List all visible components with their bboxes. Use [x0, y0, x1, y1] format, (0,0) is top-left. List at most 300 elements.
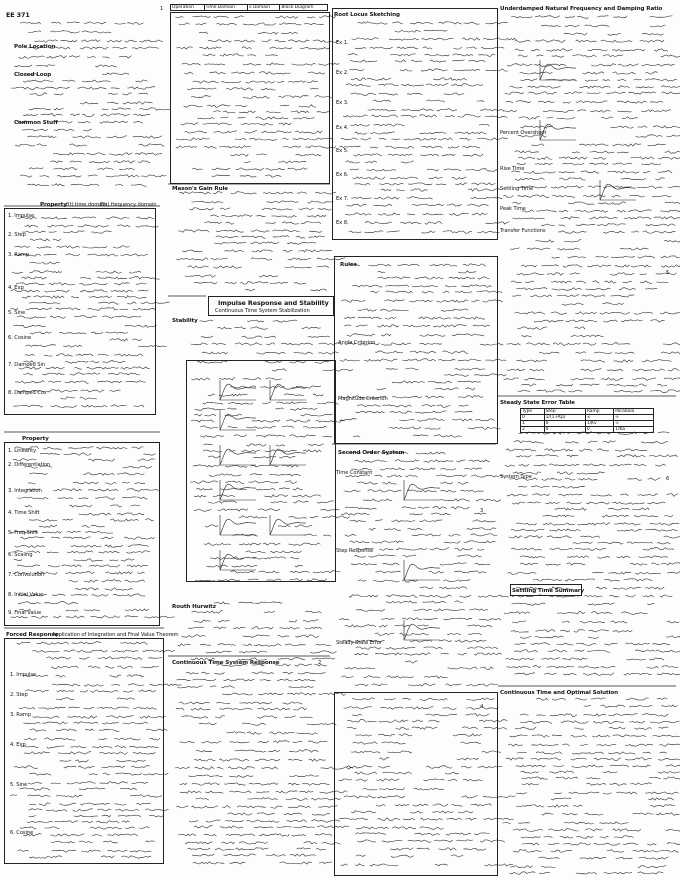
- handwriting-scribble: [185, 275, 216, 277]
- handwriting-scribble: [176, 679, 190, 681]
- handwriting-scribble: [580, 857, 607, 859]
- handwriting-scribble: [541, 224, 554, 226]
- handwriting-scribble: [354, 653, 368, 655]
- laplace-row-7: 7. Damped Sin: [8, 362, 45, 368]
- handwriting-scribble: [247, 798, 277, 800]
- handwriting-scribble: [536, 752, 562, 754]
- handwriting-scribble: [610, 273, 634, 276]
- error-cell: 1/(1+Kp): [544, 415, 585, 421]
- handwriting-scribble: [645, 224, 675, 226]
- handwriting-scribble: [599, 822, 628, 824]
- handwriting-scribble: [658, 759, 680, 761]
- error-cell: 0: [521, 415, 545, 421]
- handwriting-scribble: [517, 752, 527, 753]
- laplace-row-6: 6. Cosine: [8, 335, 32, 341]
- handwriting-scribble: [666, 765, 680, 768]
- handwriting-scribble: [584, 706, 591, 707]
- handwriting-scribble: [580, 536, 600, 538]
- handwriting-scribble: [562, 163, 584, 165]
- handwriting-scribble: [609, 464, 631, 466]
- handwriting-scribble: [652, 643, 670, 644]
- handwriting-scribble: [640, 274, 647, 275]
- handwriting-scribble: [273, 230, 300, 232]
- sketch-axes: [600, 180, 636, 200]
- handwriting-scribble: [416, 452, 445, 454]
- handwriting-scribble: [572, 152, 580, 153]
- handwriting-scribble: [573, 805, 582, 807]
- handwriting-scribble: [603, 320, 617, 322]
- handwriting-scribble: [368, 490, 402, 492]
- handwriting-scribble: [218, 644, 236, 646]
- handwriting-scribble: [603, 771, 618, 773]
- forced-header-app: Application of Integration and Final Value Theorem: [52, 632, 179, 638]
- handwriting-scribble: [70, 161, 82, 162]
- handwriting-scribble: [563, 843, 591, 845]
- handwriting-scribble: [457, 654, 466, 656]
- handwriting-scribble: [574, 327, 585, 330]
- handwriting-scribble: [440, 499, 470, 501]
- handwriting-scribble: [273, 741, 290, 743]
- handwriting-scribble: [119, 168, 134, 170]
- handwriting-scribble: [51, 184, 64, 186]
- block-col-time: Time Domain: [204, 5, 248, 11]
- handwriting-scribble: [576, 101, 608, 103]
- handwriting-scribble: [301, 327, 320, 329]
- handwriting-scribble: [339, 618, 349, 620]
- handwriting-scribble: [60, 40, 77, 42]
- handwriting-scribble: [578, 523, 611, 526]
- handwriting-scribble: [600, 705, 625, 707]
- handwriting-scribble: [279, 627, 299, 629]
- handwriting-scribble: [597, 542, 623, 544]
- handwriting-scribble: [604, 643, 617, 645]
- handwriting-scribble: [612, 195, 621, 197]
- handwriting-scribble: [575, 698, 587, 700]
- handwriting-scribble: [53, 168, 77, 170]
- handwriting-scribble: [345, 625, 376, 628]
- handwriting-scribble: [663, 343, 680, 346]
- handwriting-scribble: [647, 666, 659, 668]
- handwriting-scribble: [54, 108, 64, 110]
- handwriting-scribble: [185, 842, 213, 844]
- handwriting-scribble: [478, 595, 508, 597]
- handwriting-scribble: [308, 336, 330, 337]
- handwriting-scribble: [566, 320, 598, 322]
- handwriting-scribble: [341, 513, 369, 516]
- col3-time-constant: Time Constant: [336, 470, 373, 476]
- handwriting-scribble: [543, 523, 575, 526]
- handwriting-scribble: [531, 486, 549, 488]
- handwriting-scribble: [404, 653, 431, 655]
- handwriting-scribble: [309, 759, 326, 762]
- rules-box: [334, 256, 498, 444]
- handwriting-scribble: [602, 343, 631, 345]
- handwriting-scribble: [282, 702, 302, 704]
- handwriting-scribble: [386, 601, 417, 603]
- handwriting-scribble: [11, 87, 40, 89]
- handwriting-scribble: [520, 72, 553, 74]
- error-cell: 0: [544, 427, 585, 433]
- col2-heading-stability: Stability: [172, 318, 198, 324]
- handwriting-scribble: [613, 144, 642, 146]
- handwriting-scribble: [464, 541, 496, 543]
- handwriting-scribble: [139, 93, 148, 94]
- handwriting-scribble: [298, 250, 332, 253]
- handwriting-scribble: [635, 728, 652, 730]
- handwriting-scribble: [535, 16, 560, 18]
- col3-steady-state: Steady State Error: [336, 640, 382, 646]
- handwriting-scribble: [551, 312, 567, 314]
- laplace-row-5: 5. Sine: [8, 310, 26, 316]
- handwriting-scribble: [178, 834, 196, 836]
- handwriting-scribble: [19, 56, 45, 58]
- handwriting-scribble: [654, 217, 680, 219]
- handwriting-scribble: [511, 548, 542, 550]
- handwriting-scribble: [652, 196, 671, 197]
- handwriting-scribble: [288, 258, 311, 260]
- sketch-axes: [404, 620, 440, 640]
- handwriting-scribble: [547, 536, 572, 538]
- handwriting-scribble: [191, 708, 211, 710]
- handwriting-scribble: [660, 312, 680, 314]
- handwriting-scribble: [387, 475, 402, 477]
- handwriting-scribble: [503, 110, 517, 112]
- handwriting-scribble: [536, 715, 545, 716]
- handwriting-scribble: [213, 266, 242, 269]
- handwriting-scribble: [384, 528, 401, 530]
- handwriting-scribble: [608, 508, 630, 510]
- stability-title-box: [208, 296, 334, 316]
- handwriting-scribble: [29, 108, 51, 110]
- col4-rise-time: Rise Time: [500, 166, 525, 172]
- handwriting-scribble: [618, 64, 639, 66]
- stability-title: Impulse Response and Stability: [218, 299, 329, 307]
- handwriting-scribble: [350, 541, 370, 543]
- handwriting-scribble: [638, 256, 655, 258]
- handwriting-scribble: [630, 783, 651, 785]
- handwriting-scribble: [600, 836, 609, 838]
- handwriting-scribble: [560, 630, 570, 632]
- handwriting-scribble: [597, 16, 609, 17]
- handwriting-scribble: [221, 686, 234, 689]
- handwriting-scribble: [141, 175, 166, 177]
- handwriting-scribble: [661, 256, 680, 258]
- handwriting-scribble: [542, 479, 563, 481]
- handwriting-scribble: [277, 827, 292, 828]
- handwriting-scribble: [20, 175, 32, 177]
- handwriting-scribble: [552, 735, 562, 736]
- handwriting-scribble: [439, 587, 467, 589]
- handwriting-scribble: [288, 783, 300, 785]
- handwriting-scribble: [443, 580, 470, 582]
- handwriting-scribble: [656, 650, 680, 652]
- handwriting-scribble: [534, 465, 547, 466]
- handwriting-scribble: [588, 603, 615, 605]
- handwriting-scribble: [574, 650, 584, 652]
- col3-magnitude-criterion: Magnitude Criterion: [338, 396, 388, 402]
- handwriting-scribble: [576, 873, 597, 875]
- handwriting-scribble: [283, 250, 293, 252]
- handwriting-scribble: [600, 666, 615, 668]
- col4-heading-error-table: Steady State Error Table: [500, 400, 575, 406]
- handwriting-scribble: [511, 630, 529, 632]
- handwriting-scribble: [534, 320, 564, 322]
- handwriting-scribble: [264, 611, 275, 612]
- handwriting-scribble: [227, 732, 246, 734]
- handwriting-scribble: [643, 548, 674, 550]
- handwriting-scribble: [459, 595, 471, 597]
- handwriting-scribble: [615, 352, 634, 354]
- handwriting-scribble: [259, 275, 278, 277]
- handwriting-scribble: [548, 843, 560, 844]
- handwriting-scribble: [557, 612, 585, 614]
- handwriting-scribble: [375, 475, 383, 477]
- handwriting-scribble: [318, 209, 332, 211]
- handwriting-scribble: [296, 236, 306, 238]
- handwriting-scribble: [309, 231, 322, 233]
- handwriting-scribble: [661, 86, 680, 88]
- handwriting-scribble: [294, 679, 316, 681]
- handwriting-scribble: [568, 202, 595, 204]
- col1-s-domain-label: F(s) frequency domain: [100, 202, 157, 208]
- handwriting-scribble: [177, 806, 189, 808]
- handwriting-scribble: [89, 161, 110, 163]
- handwriting-scribble: [524, 378, 544, 380]
- page-number-6: 6: [666, 476, 670, 482]
- handwriting-scribble: [551, 850, 572, 852]
- handwriting-scribble: [50, 31, 79, 33]
- handwriting-scribble: [297, 848, 311, 849]
- handwriting-scribble: [201, 336, 214, 338]
- handwriting-scribble: [511, 281, 522, 283]
- handwriting-scribble: [574, 728, 584, 729]
- handwriting-scribble: [448, 667, 478, 669]
- handwriting-scribble: [407, 528, 422, 530]
- handwriting-scribble: [506, 101, 514, 103]
- handwriting-scribble: [424, 460, 454, 462]
- handwriting-scribble: [608, 34, 621, 36]
- handwriting-scribble: [194, 826, 213, 828]
- col4-heading-underdamped: Underdamped Natural Frequency and Damping Ratio: [500, 6, 663, 12]
- handwriting-scribble: [511, 17, 532, 18]
- handwriting-scribble: [515, 178, 545, 180]
- handwriting-scribble: [440, 563, 467, 565]
- handwriting-scribble: [514, 441, 544, 444]
- handwriting-scribble: [432, 507, 447, 509]
- handwriting-scribble: [527, 248, 550, 250]
- handwriting-scribble: [310, 651, 337, 653]
- handwriting-scribble: [189, 208, 214, 210]
- handwriting-scribble: [379, 625, 388, 627]
- handwriting-scribble: [135, 153, 162, 156]
- handwriting-scribble: [565, 579, 595, 581]
- handwriting-scribble: [625, 595, 635, 597]
- handwriting-scribble: [558, 231, 587, 234]
- handwriting-scribble: [479, 619, 501, 621]
- handwriting-scribble: [440, 490, 456, 492]
- handwriting-scribble: [617, 101, 647, 103]
- handwriting-scribble: [641, 110, 671, 112]
- handwriting-scribble: [595, 256, 608, 257]
- property-row-2: 2. Differentiation: [8, 462, 51, 468]
- handwriting-scribble: [264, 336, 276, 338]
- handwriting-scribble: [133, 114, 150, 116]
- handwriting-scribble: [535, 240, 554, 243]
- handwriting-scribble: [475, 563, 491, 565]
- handwriting-scribble: [283, 672, 294, 674]
- handwriting-scribble: [273, 236, 290, 237]
- handwriting-scribble: [658, 432, 670, 433]
- handwriting-scribble: [304, 842, 318, 844]
- handwriting-scribble: [660, 210, 680, 212]
- handwriting-scribble: [557, 248, 580, 250]
- handwriting-scribble: [617, 79, 626, 81]
- handwriting-scribble: [603, 793, 612, 794]
- handwriting-scribble: [216, 703, 230, 704]
- handwriting-scribble: [202, 741, 222, 743]
- handwriting-scribble: [357, 482, 377, 484]
- handwriting-scribble: [589, 151, 614, 153]
- handwriting-scribble: [583, 714, 606, 717]
- laplace-row-2: 2. Step: [8, 232, 26, 238]
- handwriting-scribble: [192, 679, 215, 681]
- handwriting-scribble: [612, 163, 632, 165]
- handwriting-scribble: [375, 653, 403, 655]
- handwriting-scribble: [650, 25, 665, 27]
- handwriting-scribble: [266, 854, 286, 856]
- handwriting-scribble: [106, 175, 140, 177]
- handwriting-scribble: [97, 168, 113, 170]
- handwriting-scribble: [380, 468, 405, 470]
- handwriting-scribble: [201, 672, 209, 674]
- handwriting-scribble: [666, 636, 680, 638]
- handwriting-scribble: [522, 783, 539, 785]
- handwriting-scribble: [193, 862, 225, 864]
- handwriting-scribble: [229, 791, 251, 793]
- handwriting-scribble: [299, 208, 314, 210]
- handwriting-scribble: [651, 320, 665, 322]
- handwriting-scribble: [541, 658, 560, 660]
- handwriting-scribble: [562, 658, 588, 660]
- handwriting-scribble: [544, 837, 553, 838]
- handwriting-scribble: [579, 86, 610, 88]
- handwriting-scribble: [260, 680, 271, 681]
- handwriting-scribble: [613, 72, 636, 74]
- handwriting-scribble: [640, 40, 664, 42]
- handwriting-scribble: [516, 288, 547, 290]
- handwriting-scribble: [391, 520, 415, 522]
- handwriting-scribble: [102, 109, 109, 110]
- handwriting-scribble: [589, 630, 609, 632]
- handwriting-scribble: [381, 618, 395, 620]
- handwriting-scribble: [355, 684, 369, 686]
- handwriting-scribble: [571, 765, 603, 767]
- handwriting-scribble: [83, 129, 91, 131]
- handwriting-scribble: [607, 384, 639, 386]
- handwriting-scribble: [636, 135, 663, 137]
- handwriting-scribble: [518, 486, 527, 487]
- handwriting-scribble: [558, 172, 575, 173]
- handwriting-scribble: [220, 826, 243, 828]
- handwriting-scribble: [583, 673, 614, 676]
- handwriting-scribble: [386, 647, 416, 649]
- handwriting-scribble: [29, 168, 43, 169]
- handwriting-scribble: [457, 555, 482, 557]
- handwriting-scribble: [516, 455, 531, 457]
- handwriting-scribble: [510, 866, 533, 868]
- handwriting-scribble: [423, 618, 438, 620]
- handwriting-scribble: [111, 88, 120, 89]
- handwriting-scribble: [626, 643, 650, 645]
- handwriting-scribble: [247, 732, 261, 735]
- handwriting-scribble: [289, 775, 319, 777]
- handwriting-scribble: [591, 698, 606, 699]
- handwriting-scribble: [226, 222, 234, 224]
- handwriting-scribble: [176, 708, 184, 710]
- handwriting-scribble: [509, 536, 523, 538]
- handwriting-scribble: [222, 693, 253, 695]
- handwriting-scribble: [270, 282, 288, 284]
- handwriting-scribble: [182, 635, 206, 637]
- handwriting-scribble: [342, 676, 354, 678]
- handwriting-scribble: [315, 834, 332, 836]
- handwriting-scribble: [663, 777, 680, 779]
- handwriting-scribble: [356, 647, 381, 649]
- block-diagram-table: [170, 4, 328, 11]
- handwriting-scribble: [516, 523, 537, 525]
- handwriting-scribble: [222, 806, 230, 809]
- handwriting-scribble: [657, 673, 680, 675]
- handwriting-scribble: [102, 57, 110, 58]
- handwriting-scribble: [668, 186, 680, 188]
- handwriting-scribble: [650, 523, 679, 525]
- handwriting-scribble: [657, 542, 670, 544]
- handwriting-scribble: [458, 482, 469, 484]
- handwriting-scribble: [114, 23, 125, 24]
- handwriting-scribble: [608, 171, 640, 174]
- handwriting-scribble: [194, 767, 214, 770]
- handwriting-scribble: [623, 843, 638, 845]
- handwriting-scribble: [515, 727, 536, 729]
- handwriting-scribble: [67, 22, 80, 23]
- root-row-3: Ex 3.: [336, 100, 349, 106]
- handwriting-scribble: [655, 178, 664, 180]
- stability-plots-box: [186, 360, 336, 582]
- handwriting-scribble: [634, 312, 653, 314]
- handwriting-scribble: [513, 850, 542, 852]
- handwriting-scribble: [516, 101, 531, 103]
- handwriting-scribble: [235, 848, 268, 850]
- handwriting-scribble: [573, 55, 597, 57]
- handwriting-scribble: [518, 823, 530, 824]
- handwriting-scribble: [294, 352, 313, 354]
- handwriting-scribble: [297, 192, 307, 194]
- handwriting-scribble: [547, 273, 564, 276]
- handwriting-scribble: [527, 502, 540, 503]
- handwriting-scribble: [529, 92, 557, 94]
- handwriting-scribble: [654, 49, 668, 52]
- handwriting-scribble: [503, 378, 519, 380]
- col4-settling-summary: Settling Time Summary: [512, 588, 584, 594]
- handwriting-scribble: [15, 145, 35, 147]
- handwriting-scribble: [522, 843, 539, 845]
- handwriting-scribble: [631, 157, 655, 159]
- handwriting-scribble: [538, 101, 555, 103]
- handwriting-scribble: [30, 93, 48, 96]
- handwriting-scribble: [199, 723, 217, 725]
- handwriting-scribble: [512, 295, 521, 296]
- handwriting-scribble: [539, 872, 550, 874]
